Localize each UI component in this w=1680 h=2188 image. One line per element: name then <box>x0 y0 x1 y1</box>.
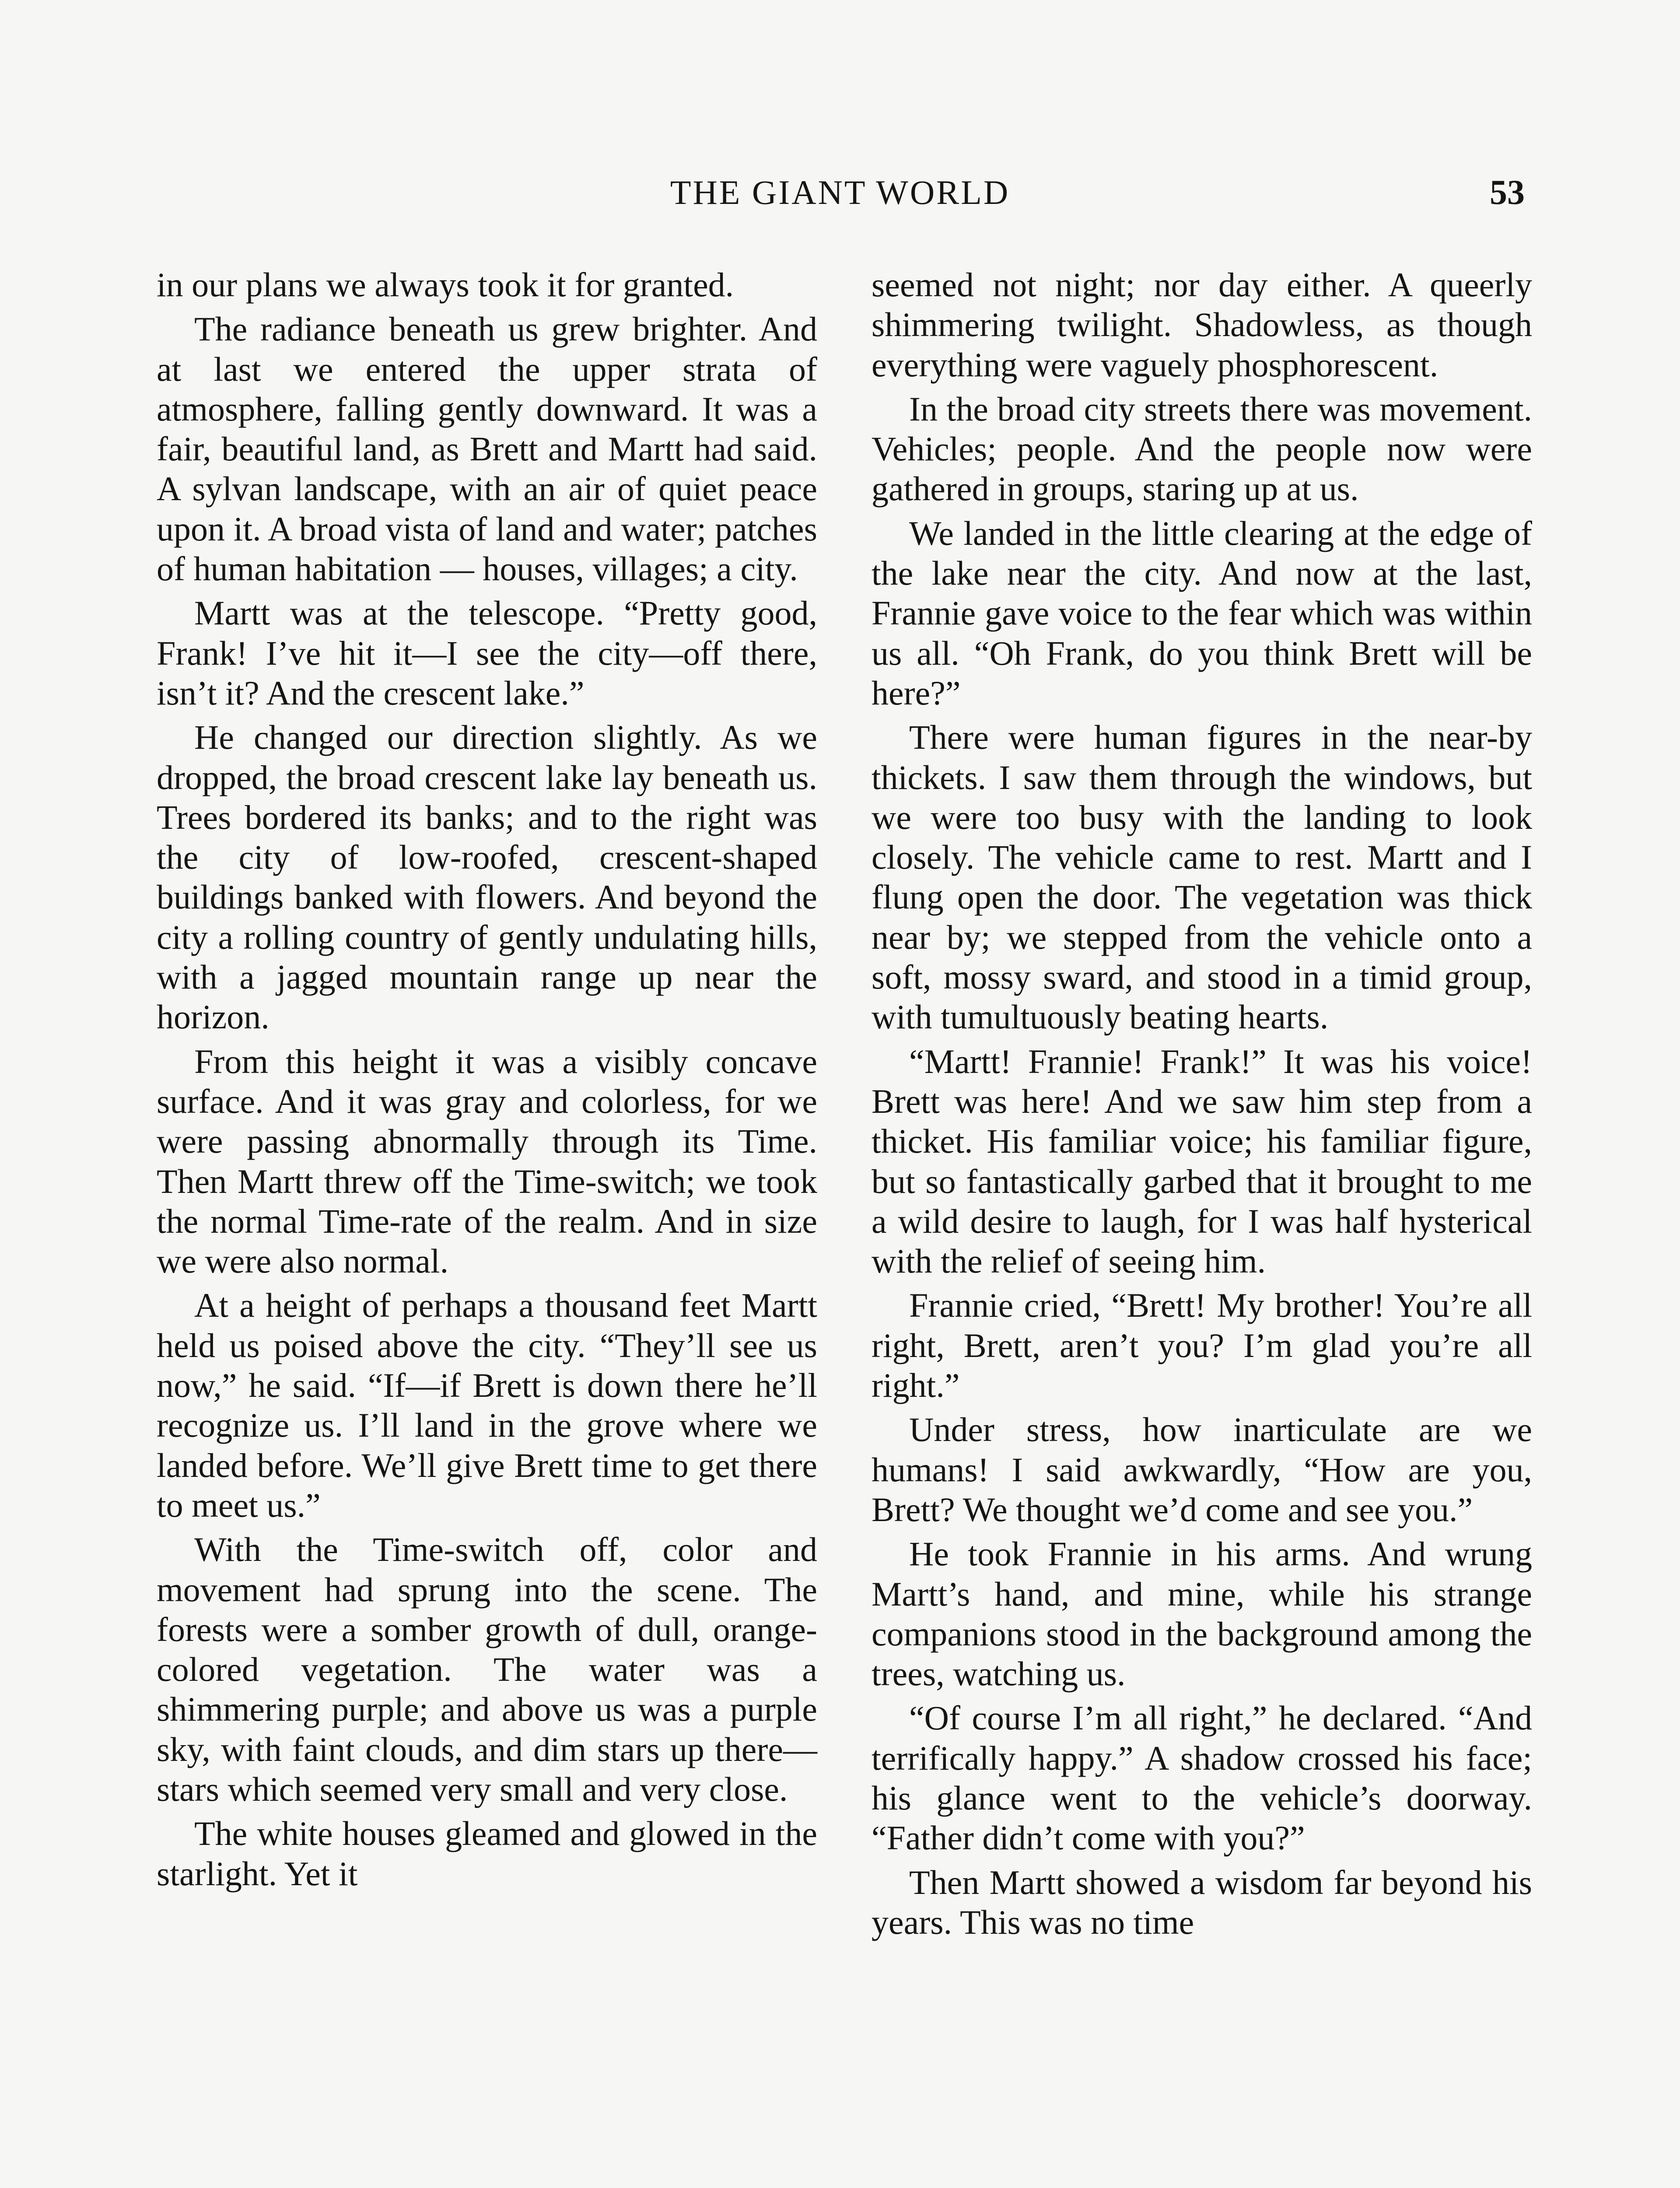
paragraph: He took Frannie in his arms. And wrung Martt’s hand, and mine, while his strange companions stood in the background among the trees, watching us. <box>872 1535 1532 1693</box>
running-header <box>0 173 1680 221</box>
paragraph: Then Martt showed a wisdom far beyond his years. This was no time <box>872 1863 1532 1941</box>
paragraph: He changed our direction slightly. As we dropped, the broad crescent lake lay beneath us. Trees bordered its banks; and to the right was the city of low-roofed, crescent-shaped buildings banked with flowers. And beyond the city a rolling country of gently undulating hills, with a jagged mountain range up near the horizon. <box>157 718 817 1036</box>
paragraph: From this height it was a visibly concave surface. And it was gray and colorless, for we were passing abnormally through its Time. Then Martt threw off the Time-switch; we took the normal Time-rate of the realm. And in size we were also normal. <box>157 1042 817 1280</box>
paragraph: seemed not night; nor day either. A queerly shimmering twilight. Shadowless, as though everything were vaguely phosphorescent. <box>872 266 1532 384</box>
paragraph: There were human figures in the near-by thickets. I saw them through the windows, but we were too busy with the landing to look closely. The vehicle came to rest. Martt and I flung open the door. The vegetation was thick near by; we stepped from the vehicle onto a soft, mossy sward, and stood in a timid group, with tumultuously beating hearts. <box>872 718 1532 1036</box>
paragraph: “Of course I’m all right,” he declared. “And terrifically happy.” A shadow crossed his face; his glance went to the vehicle’s doorway. “Father didn’t come with you?” <box>872 1699 1532 1857</box>
right-column <box>872 265 1532 1946</box>
paragraph: The radiance beneath us grew brighter. And at last we entered the upper strata of atmosphere, falling gently downward. It was a fair, beautiful land, as Brett and Martt had said. A sylvan landscape, with an air of quiet peace upon it. A broad vista of land and water; patches of human habitation — houses, villages; a city. <box>157 310 817 588</box>
paragraph: in our plans we always took it for granted. <box>157 266 734 304</box>
page-number: 53 <box>1490 173 1525 212</box>
paragraph: Martt was at the telescope. “Pretty good, Frank! I’ve hit it—I see the city—off there, isn’t it? And the crescent lake.” <box>157 594 817 712</box>
paragraph: “Martt! Frannie! Frank!” It was his voice! Brett was here! And we saw him step from a thicket. His familiar voice; his familiar figure, but so fantastically garbed that it brought to me a wild desire to laugh, for I was half hysterical with the relief of seeing him. <box>872 1042 1532 1280</box>
paragraph: With the Time-switch off, color and movement had sprung into the scene. The forests were a somber growth of dull, orange-colored vegetation. The water was a shimmering purple; and above us was a purple sky, with faint clouds, and dim stars up there—stars which seemed very small and very close. <box>157 1530 817 1808</box>
paragraph: The white houses gleamed and glowed in the starlight. Yet it <box>157 1814 817 1893</box>
paragraph: Under stress, how inarticulate are we humans! I said awkwardly, “How are you, Brett? We thought we’d come and see you.” <box>872 1410 1532 1529</box>
paragraph: We landed in the little clearing at the edge of the lake near the city. And now at the last, Frannie gave voice to the fear which was within us all. “Oh Frank, do you think Brett will be here?” <box>872 514 1532 712</box>
paragraph: In the broad city streets there was movement. Vehicles; people. And the people now were gathered in groups, staring up at us. <box>872 389 1532 508</box>
paragraph: At a height of perhaps a thousand feet Martt held us poised above the city. “They’ll see us now,” he said. “If—if Brett is down there he’ll recognize us. I’ll land in the grove where we landed before. We’ll give Brett time to get there to meet us.” <box>157 1286 817 1524</box>
paragraph: Frannie cried, “Brett! My brother! You’re all right, Brett, aren’t you? I’m glad you’re all right.” <box>872 1286 1532 1405</box>
running-title: THE GIANT WORLD <box>670 173 1010 211</box>
left-column <box>157 265 817 1898</box>
